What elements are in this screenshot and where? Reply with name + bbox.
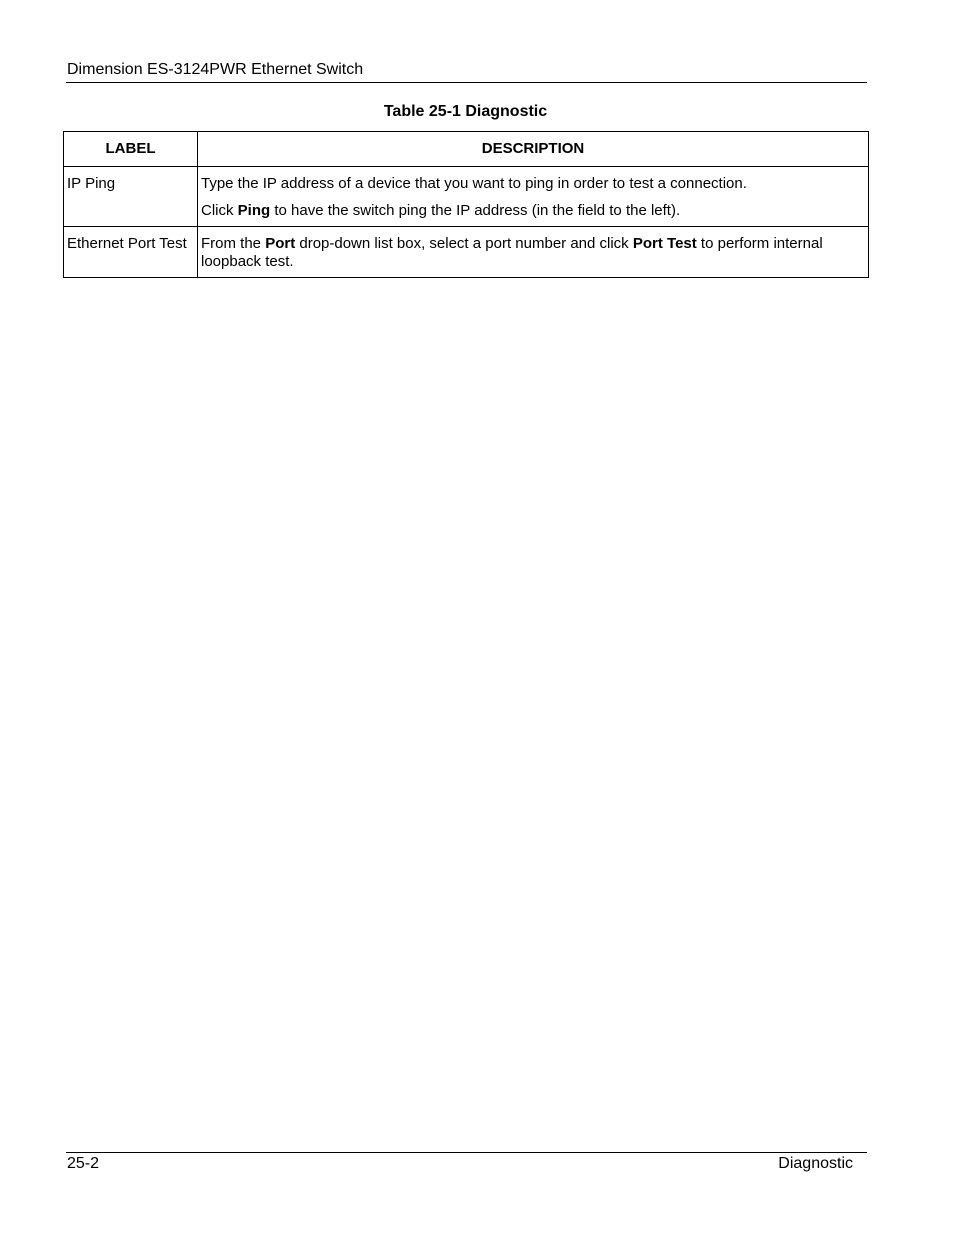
document-title: Dimension ES-3124PWR Ethernet Switch	[67, 61, 364, 78]
column-header-label: LABEL	[64, 132, 198, 167]
table-body	[64, 167, 869, 278]
page-footer	[66, 1152, 867, 1177]
description-text: to have the switch ping the IP address (in the field to the left).	[270, 202, 681, 219]
table-row	[64, 227, 869, 278]
description-text: Type the IP address of a device that you want to ping in order to test a connection.	[201, 175, 747, 192]
ui-term: Ping	[237, 202, 271, 219]
diagnostic-table	[63, 131, 869, 278]
description-text: From the	[201, 235, 266, 252]
table-caption: Table 25-1 Diagnostic	[383, 103, 548, 120]
description-text: Click	[201, 202, 238, 219]
row-description	[198, 227, 869, 278]
ui-term: Port	[265, 235, 296, 252]
ui-term: Port Test	[632, 235, 697, 252]
description-paragraph	[201, 235, 865, 271]
row-label: Ethernet Port Test	[64, 227, 198, 278]
description-text: to perform internal loopback test.	[201, 235, 823, 270]
description-text: drop-down list box, select a port number and click	[295, 235, 633, 252]
row-label: IP Ping	[64, 167, 198, 227]
column-header-description: DESCRIPTION	[198, 132, 869, 167]
description-paragraph	[201, 175, 865, 193]
chapter-name: Diagnostic	[778, 1155, 853, 1172]
row-description	[198, 167, 869, 227]
description-paragraph	[201, 202, 865, 220]
page-number: 25-2	[67, 1155, 100, 1172]
table-header-row	[64, 132, 869, 167]
page-header	[66, 60, 867, 83]
table-row	[64, 167, 869, 227]
